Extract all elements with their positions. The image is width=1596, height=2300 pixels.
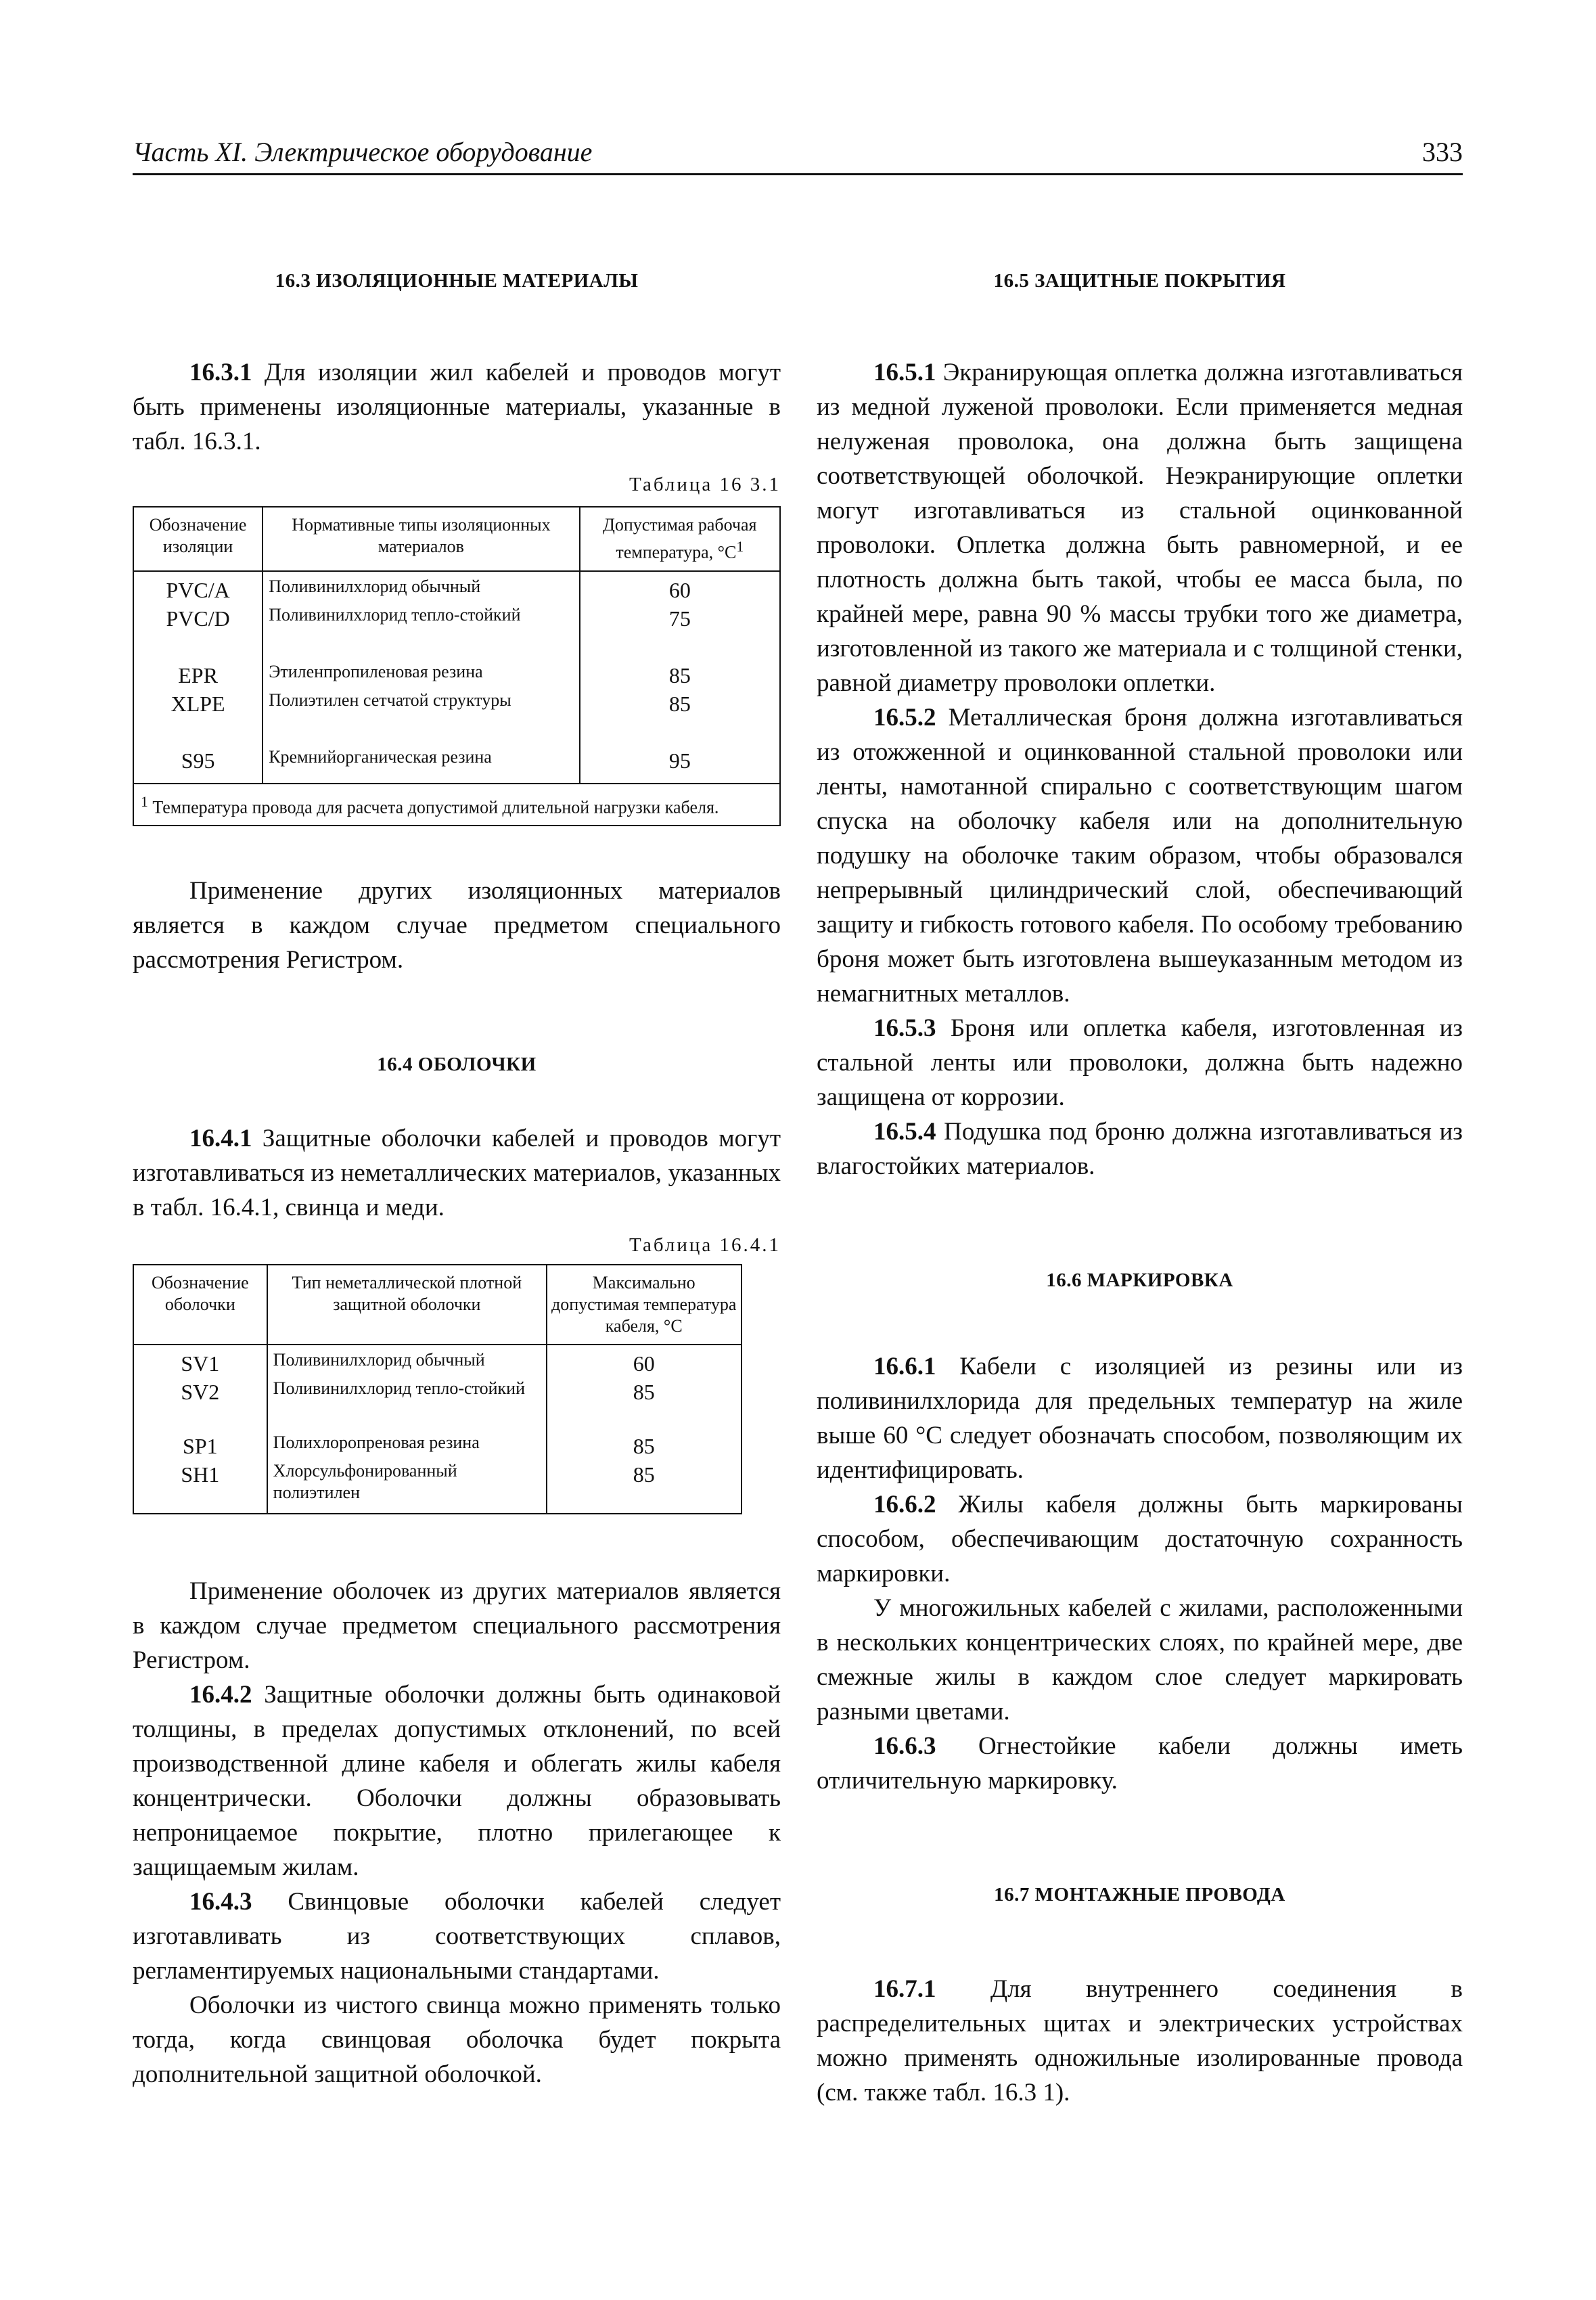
- section-title-16-7: 16.7 МОНТАЖНЫЕ ПРОВОДА: [994, 1884, 1285, 1906]
- table-header: Тип неметаллической плотной защитной оболочки: [267, 1265, 547, 1345]
- section-title-16-5: 16.5 ЗАЩИТНЫЕ ПОКРЫТИЯ: [993, 270, 1286, 292]
- table-cell-code: PVC/D: [166, 606, 230, 631]
- table-cell-code: SV2: [181, 1380, 220, 1405]
- table-caption-16-3-1: Таблица 16 3.1: [629, 474, 781, 495]
- table-cell-temp: 85: [633, 1462, 655, 1487]
- table-body-row: [133, 571, 780, 784]
- paragraph-16-6-2: [817, 1487, 1463, 1591]
- table-footnote: [133, 784, 780, 826]
- clause-text: Для внутреннего соединения в распределительных щитах и электрических устройствах можно применять одножильные изолированные провода (см. также табл. 16.3 1).: [817, 1975, 1463, 2106]
- section-title-16-3: 16.3 ИЗОЛЯЦИОННЫЕ МАТЕРИАЛЫ: [275, 270, 639, 292]
- clause-text: Для изоляции жил кабелей и проводов могут быть применены изоляционные материалы, указанные в табл. 16.3.1.: [133, 359, 781, 455]
- clause-number: 16.4.3: [189, 1888, 252, 1916]
- table-cell-temp: 85: [633, 1434, 655, 1459]
- paragraph-16-6-3: [817, 1729, 1463, 1798]
- clause-number: 16.5.4: [873, 1118, 936, 1146]
- table-caption-16-4-1: Таблица 16.4.1: [629, 1234, 781, 1257]
- clause-text: Жилы кабеля должны быть маркированы способом, обеспечивающим достаточную сохранность маркировки.: [817, 1491, 1463, 1587]
- clause-text: Броня или оплетка кабеля, изготовленная из стальной ленты или проволоки, должна быть надежно защищена от коррозии.: [817, 1014, 1463, 1111]
- clause-text: Кабели с изоляцией из резины или из поливинилхлорида для предельных температур на жиле выше 60 °С следует обозначать способом, позволяющим их идентифицировать.: [817, 1353, 1463, 1484]
- table-cell-type: Поливинилхлорид тепло-стойкий: [269, 604, 521, 625]
- paragraph-16-4-lead: Оболочки из чистого свинца можно применять только тогда, когда свинцовая оболочка будет покрыта дополнительной защитной оболочкой.: [133, 1991, 781, 2089]
- page-number: 333: [1422, 137, 1463, 167]
- paragraph-16-3-other: Применение других изоляционных материалов является в каждом случае предметом специального рассмотрения Регистром.: [133, 877, 781, 974]
- right-column: [817, 244, 1463, 2110]
- table-cell-temp: 85: [668, 662, 691, 687]
- clause-text: Подушка под броню должна изготавливаться из влагостойких материалов.: [817, 1118, 1463, 1180]
- table-cell-type: Полиэтилен сетчатой структуры: [269, 690, 511, 710]
- table-cell-temp: 60: [668, 577, 691, 602]
- table-cell-temp: 60: [633, 1351, 655, 1376]
- paragraph-16-5-1: [817, 355, 1463, 700]
- paragraph-16-7-1: [817, 1972, 1463, 2110]
- table-body-row: [133, 1345, 742, 1514]
- left-column: [133, 244, 781, 2092]
- clause-number: 16.5.1: [873, 359, 936, 386]
- clause-number: 16.6.1: [873, 1353, 936, 1380]
- table-cell-code: SP1: [183, 1434, 218, 1459]
- table-cell-type: Полихлоропреновая резина: [273, 1433, 480, 1453]
- table-header-row: [133, 1265, 742, 1345]
- table-cell-type: Поливинилхлорид тепло-стойкий: [273, 1378, 525, 1399]
- clause-number: 16.6.2: [873, 1491, 936, 1518]
- table-cell-temp: 95: [668, 748, 691, 773]
- paragraph-16-5-3: [817, 1011, 1463, 1114]
- page-header: [133, 133, 1463, 175]
- paragraph-16-5-4: [817, 1114, 1463, 1183]
- table-cell-code: XLPE: [170, 691, 225, 716]
- table-header: [580, 507, 780, 571]
- paragraph-16-3-1: [133, 355, 781, 459]
- table-16-4-1: [133, 1264, 742, 1514]
- clause-text: Металлическая броня должна изготавливаться из отожженной и оцинкованной стальной проволоки или ленты, намотанной спирально с соответствующим шагом спуска на оболочку кабеля или на дополнительную подушку на оболочке таким образом, чтобы образовался непрерывный цилиндрический слой, обеспечивающий защиту и гибкость готового кабеля. По особому требованию броня может быть изготовлена вышеуказанным методом из немагнитных металлов.: [817, 704, 1463, 1008]
- table-cell-code: SV1: [181, 1351, 220, 1376]
- table-cell-temp: 85: [633, 1380, 655, 1405]
- clause-text: Свинцовые оболочки кабелей следует изготавливать из соответствующих сплавов, регламентируемых национальными стандартами.: [133, 1888, 781, 1985]
- table-cell-type: Хлорсульфонированный полиэтилен: [273, 1461, 457, 1503]
- table-16-3-1: [133, 506, 781, 826]
- codes-cell: [133, 1345, 267, 1514]
- paragraph-16-6-1: [817, 1349, 1463, 1487]
- section-title-16-4: 16.4 ОБОЛОЧКИ: [377, 1054, 537, 1076]
- clause-number: 16.6.3: [873, 1732, 936, 1760]
- types-cell: [263, 571, 579, 784]
- table-cell-code: EPR: [178, 662, 218, 687]
- clause-number: 16.4.1: [189, 1125, 252, 1153]
- paragraph-16-6-multicore: У многожильных кабелей с жилами, расположенными в нескольких концентрических слоях, по крайней мере, две смежные жилы в каждом слое следует маркировать разными цветами.: [817, 1594, 1463, 1726]
- paragraph-16-4-other: Применение оболочек из других материалов является в каждом случае предметом специального рассмотрения Регистром.: [133, 1577, 781, 1675]
- clause-number: 16.4.2: [189, 1681, 252, 1709]
- footnote-mark: 1: [141, 793, 148, 810]
- table-header: Обозначение изоляции: [133, 507, 263, 571]
- table-cell-type: Поливинилхлорид обычный: [269, 576, 481, 596]
- clause-text: Экранирующая оплетка должна изготавливаться из медной луженой проволоки. Если применяется медная нелуженая проволока, она должна быть защищена соответствующей оболочкой. Неэкранирующие оплетки могут изготавливаться из стальной оцинкованной проволоки. Оплетка должна быть равномерной, и ее плотность должна быть такой, чтобы ее масса была, по крайней мере, равна 90 % массы трубки того же диаметра, изготовленной из такого же материала и с толщиной стенки, равной диаметру проволоки оплетки.: [817, 359, 1463, 697]
- clause-text: Защитные оболочки должны быть одинаковой толщины, в пределах допустимых отклонений, по всей производственной длине кабеля и облегать жилы кабеля концентрически. Оболочки должны образовывать непроницаемое покрытие, плотно прилегающее к защищаемым жилам.: [133, 1681, 781, 1882]
- part-title: Часть XI. Электрическое оборудование: [133, 137, 593, 167]
- table-cell-type: Кремнийорганическая резина: [269, 746, 492, 767]
- footnote-text: Температура провода для расчета допустимой длительной нагрузки кабеля.: [147, 797, 719, 817]
- table-header-row: [133, 507, 780, 571]
- table-cell-code: SH1: [181, 1462, 220, 1487]
- clause-text: Огнестойкие кабели должны иметь отличительную маркировку.: [817, 1732, 1463, 1795]
- clause-number: 16.5.3: [873, 1014, 936, 1042]
- table-cell-code: S95: [181, 748, 215, 773]
- table-cell-code: PVC/A: [166, 577, 230, 602]
- table-cell-temp: 75: [668, 606, 691, 631]
- clause-number: 16.7.1: [873, 1975, 936, 2003]
- codes-cell: [133, 571, 263, 784]
- temps-cell: [547, 1345, 742, 1514]
- table-header: Нормативные типы изоляционных материалов: [263, 507, 579, 571]
- types-cell: [267, 1345, 547, 1514]
- paragraph-16-5-2: [817, 700, 1463, 1011]
- clause-number: 16.5.2: [873, 704, 936, 731]
- paragraph-16-4-3: [133, 1885, 781, 1988]
- paragraph-16-4-2: [133, 1677, 781, 1885]
- table-header: Обозначение оболочки: [133, 1265, 267, 1345]
- temps-cell: [580, 571, 780, 784]
- table-cell-type: Поливинилхлорид обычный: [273, 1350, 485, 1370]
- table-header: Максимально допустимая температура кабеля, °С: [547, 1265, 742, 1345]
- section-title-16-6: 16.6 МАРКИРОВКА: [1046, 1269, 1233, 1291]
- table-cell-type: Этиленпропиленовая резина: [269, 661, 483, 681]
- footnote-ref: 1: [736, 539, 744, 555]
- table-header-text: Допустимая рабочая температура, °C: [603, 515, 757, 562]
- clause-text: Защитные оболочки кабелей и проводов могут изготавливаться из неметаллических материалов, указанных в табл. 16.4.1, свинца и меди.: [133, 1125, 781, 1222]
- clause-number: 16.3.1: [189, 359, 252, 386]
- table-footnote-row: [133, 784, 780, 826]
- paragraph-16-4-1: [133, 1121, 781, 1225]
- table-cell-temp: 85: [668, 691, 691, 716]
